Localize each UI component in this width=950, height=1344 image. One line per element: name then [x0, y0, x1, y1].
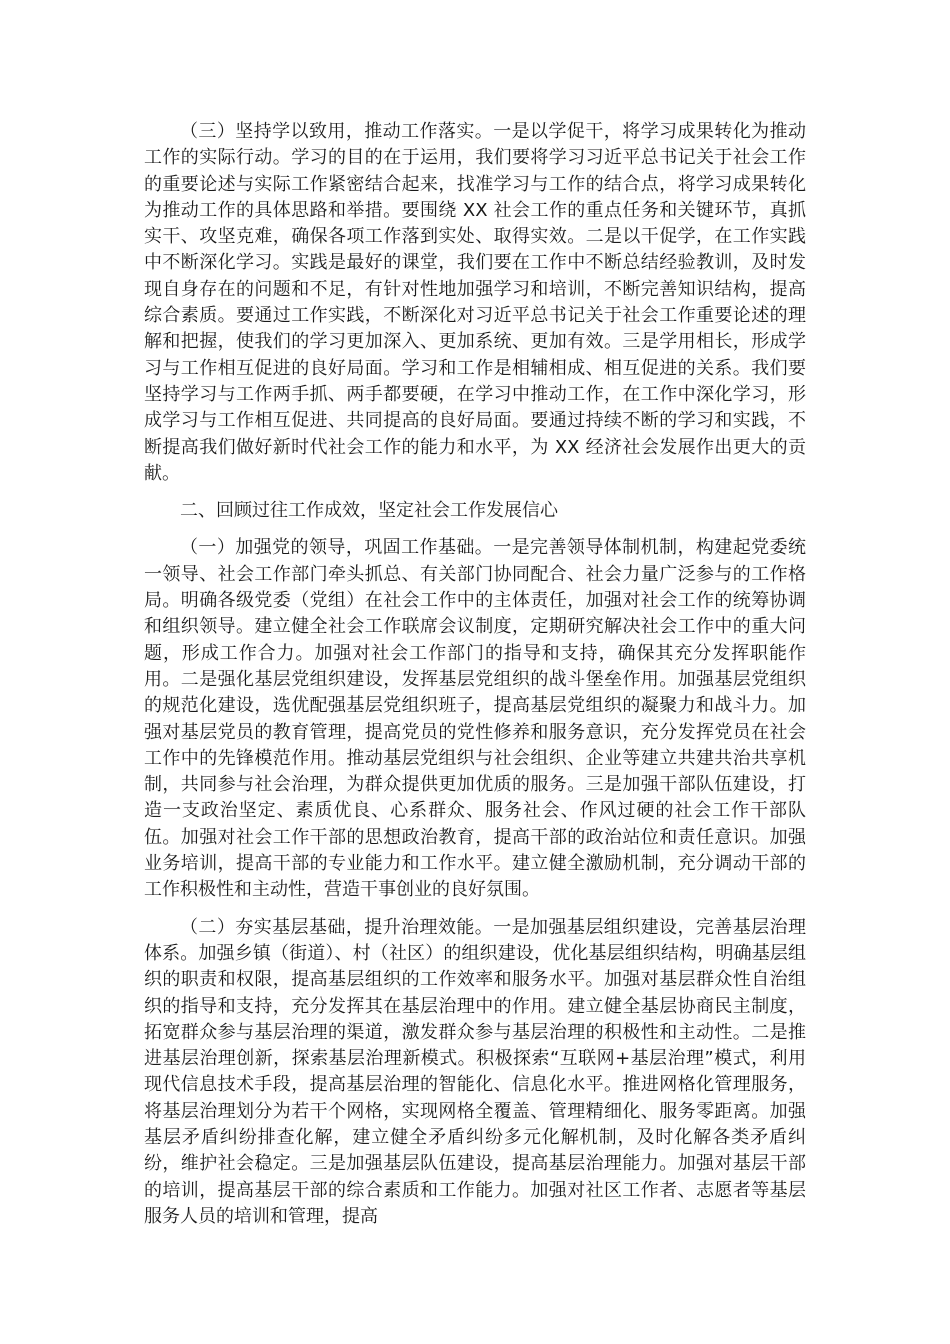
section-heading: 二、回顾过往工作成效，坚定社会工作发展信心	[180, 500, 558, 522]
body-paragraph: （一）加强党的领导，巩固工作基础。一是完善领导体制机制，构建起党委统一领导、社会工作部门牵头抓总、有关部门协同配合、社会力量广泛参与的工作格局。明确各级党委（党组）在社会工作中的主体责任，加强对社会工作的统筹协调和组织领导。建立健全社会工作联席会议制度，定期研究解决社会工作中的重大问题，形成工作合力。加强对社会工作部门的指导和支持，确保其充分发挥职能作用。二是强化基层党组织建设，发挥基层党组织的战斗堡垒作用。加强基层党组织的规范化建设，选优配强基层党组织班子，提高基层党组织的凝聚力和战斗力。加强对基层党员的教育管理，提高党员的党性修养和服务意识，充分发挥党员在社会工作中的先锋模范作用。推动基层党组织与社会组织、企业等建立共建共治共享机制，共同参与社会治理，为群众提供更加优质的服务。三是加强干部队伍建设，打造一支政治坚定、素质优良、心系群众、服务社会、作风过硬的社会工作干部队伍。加强对社会工作干部的思想政治教育，提高干部的政治站位和责任意识。加强业务培训，提高干部的专业能力和工作水平。建立健全激励机制，充分调动干部的工作积极性和主动性，营造干事创业的良好氛围。	[144, 537, 806, 901]
document-page	[144, 119, 806, 1241]
body-paragraph: （三）坚持学以致用，推动工作落实。一是以学促干，将学习成果转化为推动工作的实际行动。学习的目的在于运用，我们要将学习习近平总书记关于社会工作的重要论述与实际工作紧密结合起来，找准学习与工作的结合点，将学习成果转化为推动工作的具体思路和举措。要围绕 XX 社会工作的重点任务和关键环节，真抓实干、攻坚克难，确保各项工作落到实处、取得实效。二是以干促学，在工作实践中不断深化学习。实践是最好的课堂，我们要在工作中不断总结经验教训，及时发现自身存在的问题和不足，有针对性地加强学习和培训，不断完善知识结构，提高综合素质。要通过工作实践，不断深化对习近平总书记关于社会工作重要论述的理解和把握，使我们的学习更加深入、更加系统、更加有效。三是学用相长，形成学习与工作相互促进的良好局面。学习和工作是相辅相成、相互促进的关系。我们要坚持学习与工作两手抓、两手都要硬，在学习中推动工作，在工作中深化学习，形成学习与工作相互促进、共同提高的良好局面。要通过持续不断的学习和实践，不断提高我们做好新时代社会工作的能力和水平，为 XX 经济社会发展作出更大的贡献。	[144, 121, 806, 484]
body-paragraph: （二）夯实基层基础，提升治理效能。一是加强基层组织建设，完善基层治理体系。加强乡镇（街道）、村（社区）的组织建设，优化基层组织结构，明确基层组织的职责和权限，提高基层组织的工作效率和服务水平。加强对基层群众性自治组织的指导和支持，充分发挥其在基层治理中的作用。建立健全基层协商民主制度，拓宽群众参与基层治理的渠道，激发群众参与基层治理的积极性和主动性。二是推进基层治理创新，探索基层治理新模式。积极探索“互联网+基层治理”模式，利用现代信息技术手段，提高基层治理的智能化、信息化水平。推进网格化管理服务，将基层治理划分为若干个网格，实现网格全覆盖、管理精细化、服务零距离。加强基层矛盾纠纷排查化解，建立健全矛盾纠纷多元化解机制，及时化解各类矛盾纠纷，维护社会稳定。三是加强基层队伍建设，提高基层治理能力。加强对基层干部的培训，提高基层干部的综合素质和工作能力。加强对社区工作者、志愿者等基层服务人员的培训和管理，提高	[144, 916, 806, 1227]
